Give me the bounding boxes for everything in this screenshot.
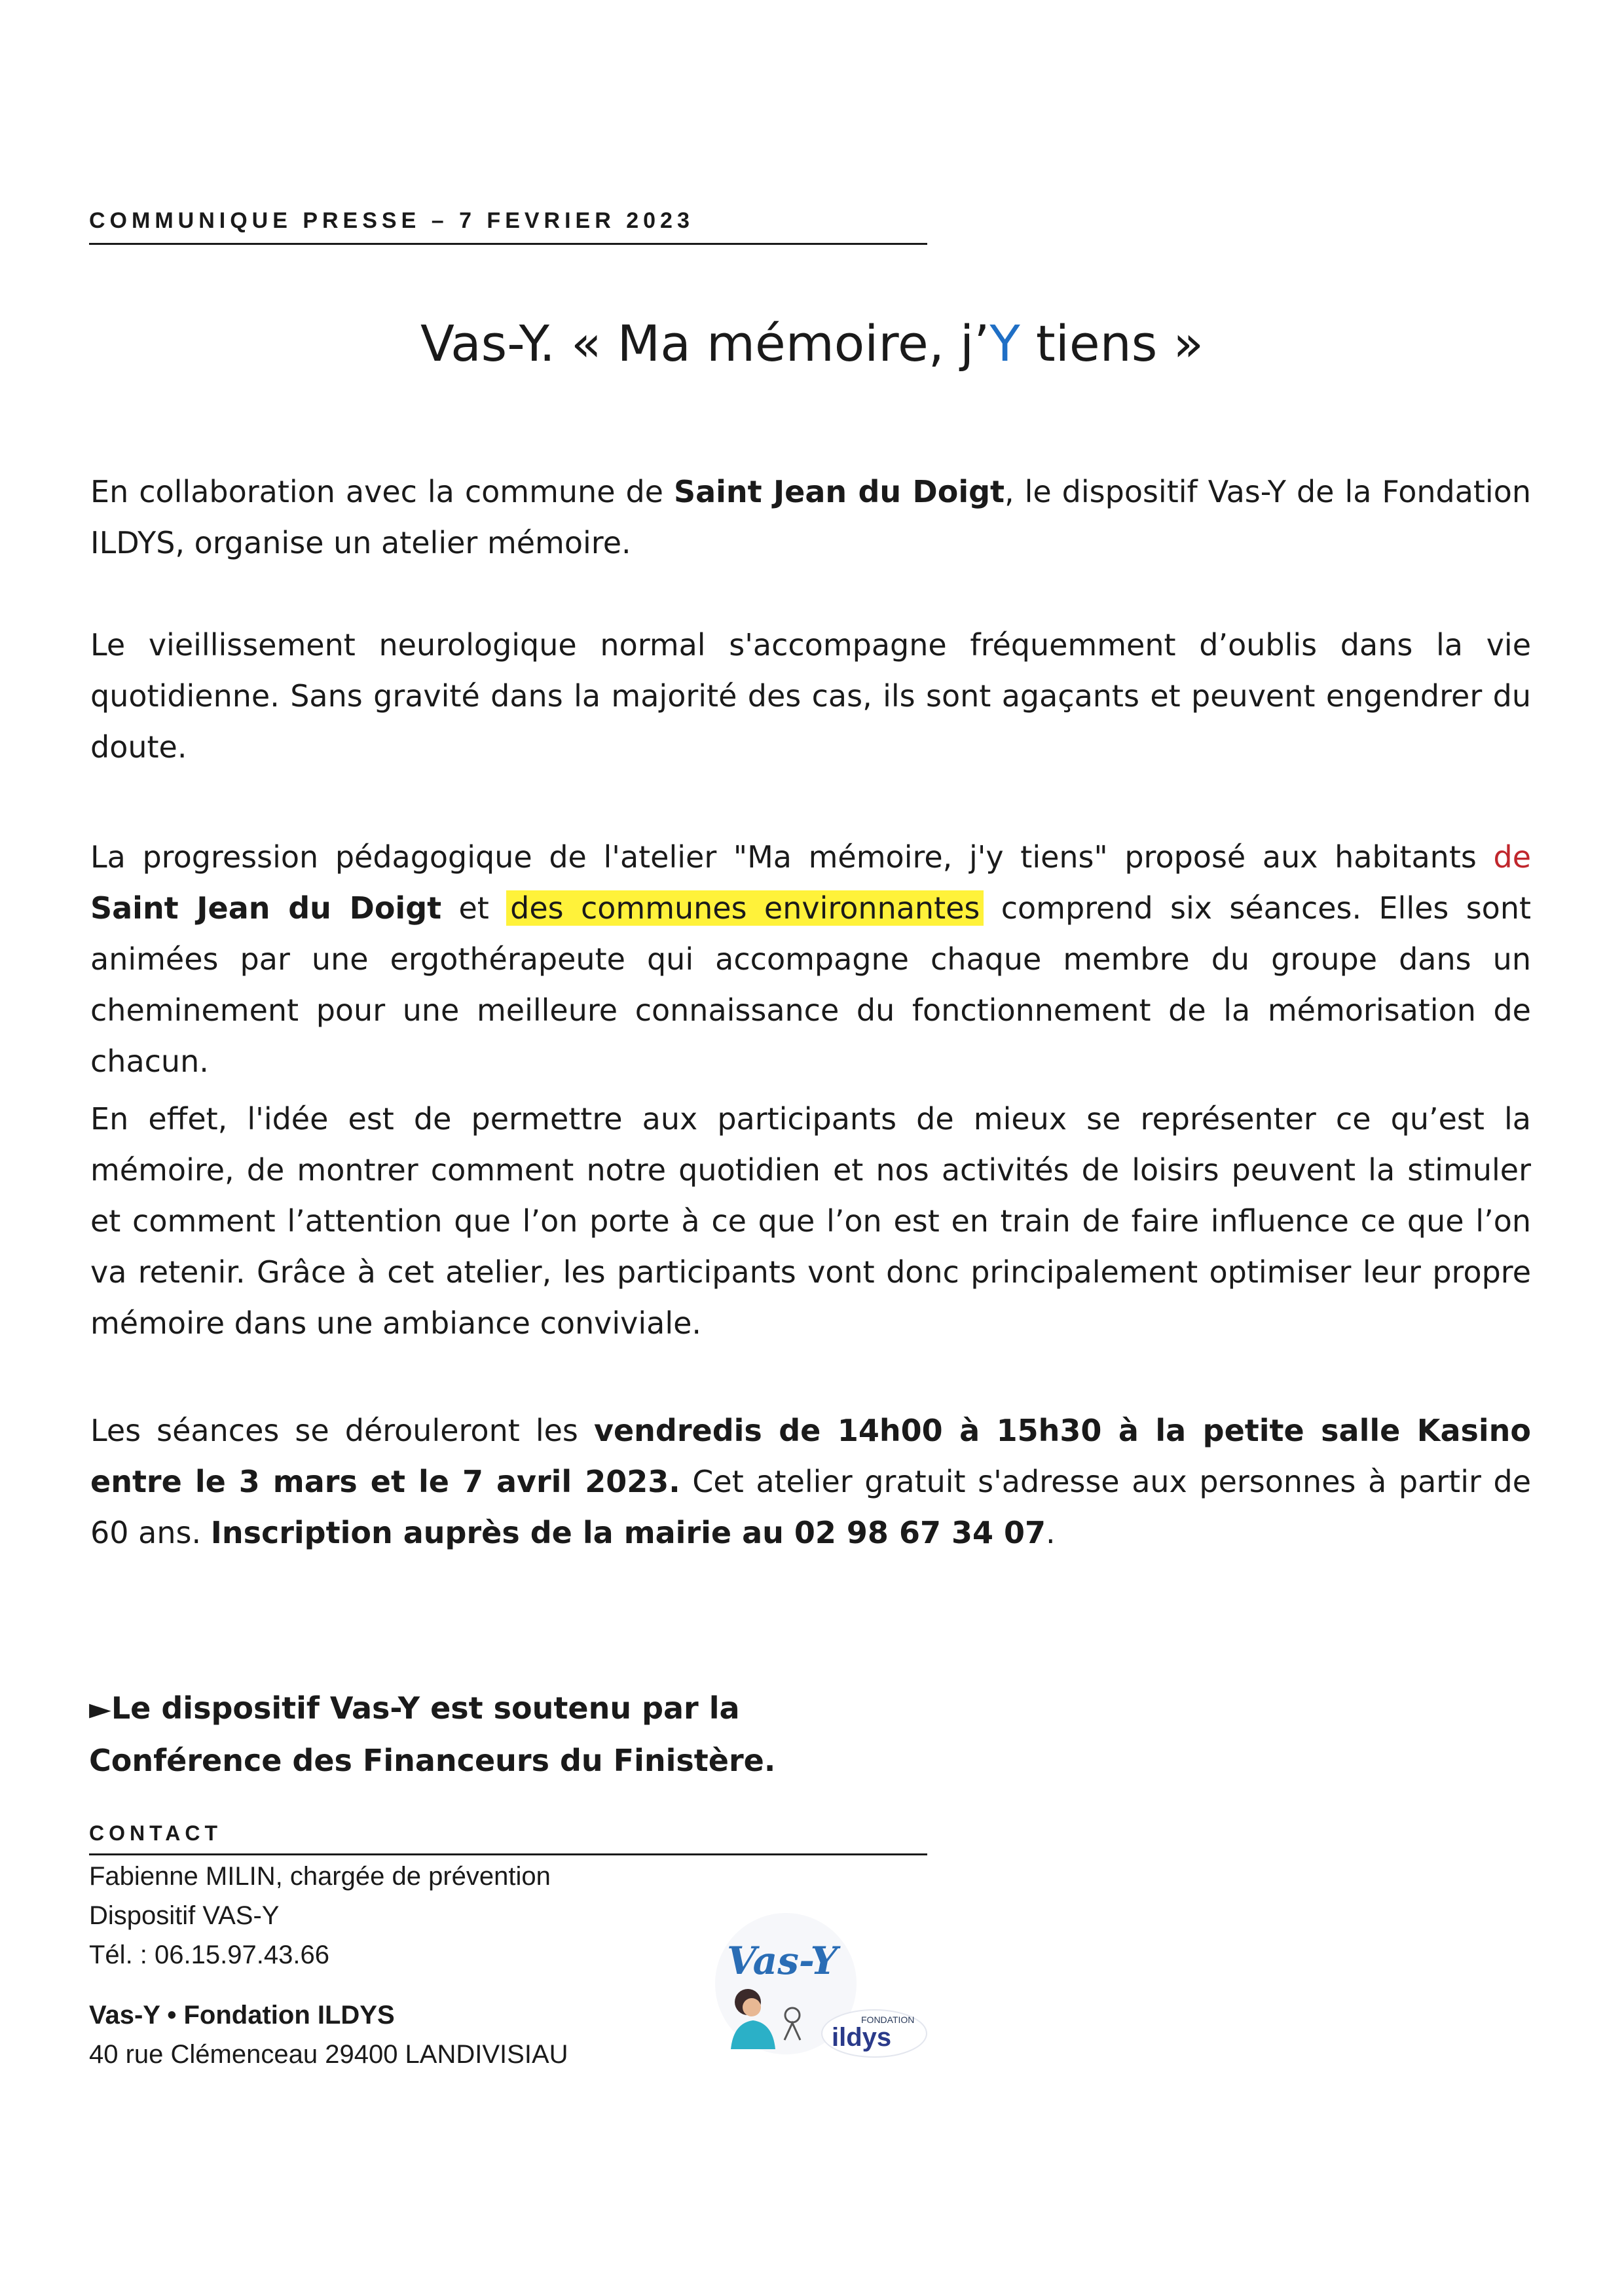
p5-schedule: vendredis de 14h00 à 15h30 à la petite salle Kasino entre le 3 mars et le 7 avril 2023. [90,1413,1531,1499]
logo-brand-text: Vas-Y [727,1939,838,1983]
header-divider [89,243,927,245]
contact-label: CONTACT [89,1821,223,1845]
p3-text-2: et [441,890,507,926]
p1-text-2: , le dispositif Vas-Y de la Fondation ILDYS, organise un atelier mémoire. [90,474,1532,560]
paragraph-goals [90,1093,1531,1349]
p4-text: En effet, l'idée est de permettre aux participants de mieux se représenter ce qu’est la mémoire, de montrer comment notre quotidien et nos activités de loisirs peuvent la stimuler et comment l’attention que l’on porte à ce que l’on est en train de faire influence ce que l’on va retenir. Grâce à cet atelier, les participants vont donc principalement optimiser leur propre mémoire dans une ambiance conviviale. [90,1101,1531,1341]
p3-text-1: La progression pédagogique de l'atelier "Ma mémoire, j'y tiens" proposé aux habitants [90,839,1494,875]
logo-person-face [743,1998,761,2016]
p3-red-word: de [1493,839,1531,875]
p5-text-1: Les séances se dérouleront les [90,1413,594,1448]
page-title [0,314,1624,373]
organization-block [89,1995,568,2074]
title-before: Vas-Y. « Ma mémoire, j’ [420,314,990,373]
contact-divider [89,1853,927,1855]
triangle-bullet-icon: ► [89,1692,111,1726]
vas-y-ildys-logo [707,1912,969,2069]
contact-person: Fabienne MILIN, chargée de prévention [89,1862,551,1891]
paragraph-aging [90,619,1531,773]
logo-foundation-label: FONDATION [861,2014,915,2025]
header-label: COMMUNIQUE PRESSE – 7 FEVRIER 2023 [89,208,694,233]
title-after: tiens » [1020,314,1204,373]
support-statement [89,1683,940,1786]
p1-text-1: En collaboration avec la commune de [90,474,674,509]
logo-ildys-name: ildys [832,2023,892,2052]
p2-text: Le vieillissement neurologique normal s'accompagne fréquemment d’oublis dans la vie quotidienne. Sans gravité dans la majorité des cas, ils sont agaçants et peuvent engendrer du doute. [90,627,1531,765]
paragraph-intro [90,466,1531,568]
p1-commune-name: Saint Jean du Doigt [673,474,1005,509]
paragraph-schedule [90,1405,1531,1558]
organization-address: 40 rue Clémenceau 29400 LANDIVISIAU [89,2040,568,2069]
contact-program: Dispositif VAS-Y [89,1901,280,1930]
p5-text-3: . [1046,1515,1056,1550]
p5-text-2: Cet atelier gratuit s'adresse aux personnes à partir de 60 ans. [90,1464,1531,1550]
p3-commune-name: Saint Jean du Doigt [90,890,442,926]
header [89,208,927,245]
support-text: Le dispositif Vas-Y est soutenu par la Conférence des Financeurs du Finistère. [89,1690,776,1778]
p3-highlighted-text: des communes environnantes [506,890,984,926]
organization-name: Vas-Y • Fondation ILDYS [89,2001,395,2030]
p5-registration: Inscription auprès de la mairie au 02 98 67 34 07 [210,1515,1046,1550]
title-highlight: Y [989,314,1020,373]
contact-phone: Tél. : 06.15.97.43.66 [89,1941,329,1969]
p3-text-3: comprend six séances. Elles sont animées par une ergothérapeute qui accompagne chaque membre du groupe dans un cheminement pour une meilleure connaissance du fonctionnement de la mémorisation de chacun. [90,890,1532,1079]
paragraph-program [90,831,1531,1087]
